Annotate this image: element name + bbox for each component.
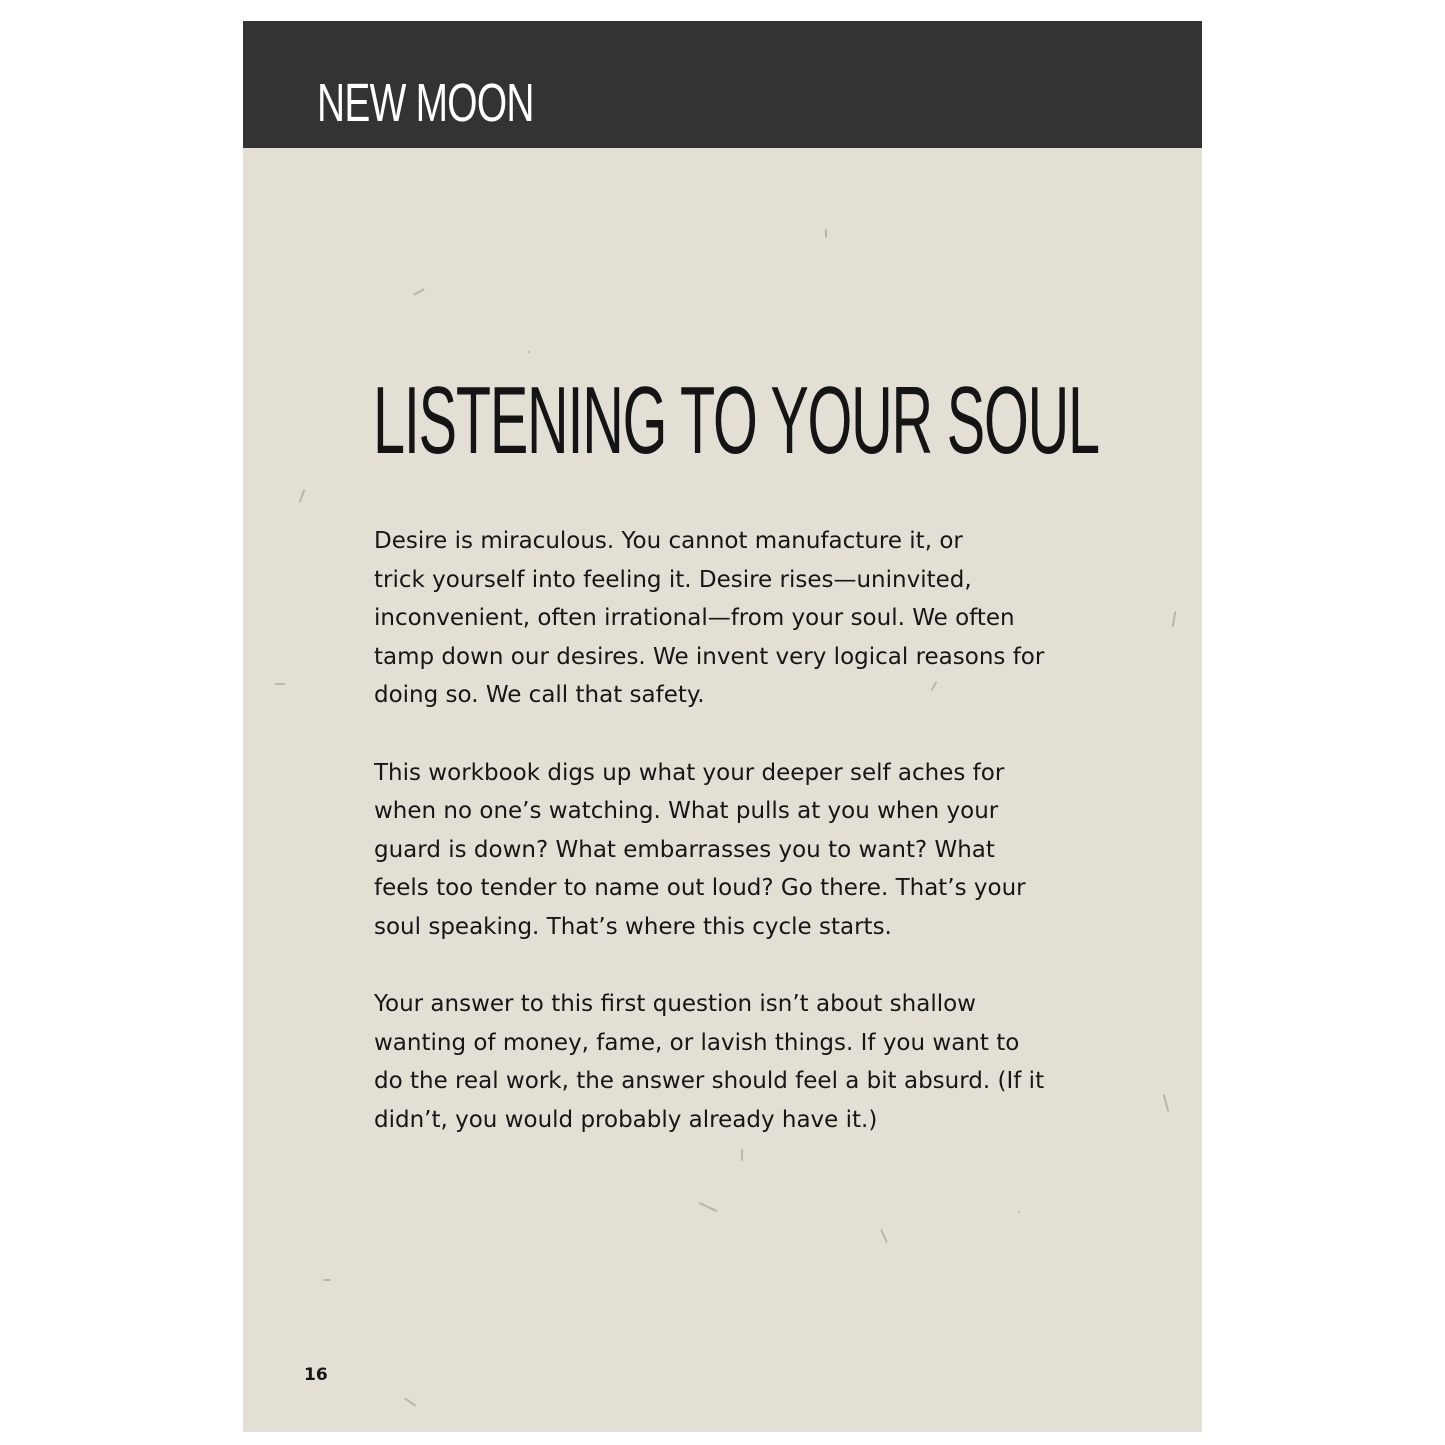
text-line: trick yourself into feeling it. Desire rises—uninvited, <box>374 566 972 593</box>
text-line: doing so. We call that safety. <box>374 682 705 709</box>
text-line: inconvenient, often irrational—from your soul. We often <box>374 605 1015 632</box>
text-line: feels too tender to name out loud? Go there. That’s your <box>374 875 1026 902</box>
text-line: do the real work, the answer should feel a bit absurd. (If it <box>374 1068 1045 1095</box>
text-line: didn’t, you would probably already have it.) <box>374 1106 878 1133</box>
paragraph <box>374 985 1124 1139</box>
paper-fiber <box>299 489 306 503</box>
paper-fiber <box>1163 1094 1170 1112</box>
body-text <box>374 522 1124 1178</box>
page-number: 16 <box>304 1365 328 1385</box>
text-line: tamp down our desires. We invent very logical reasons for <box>374 643 1045 670</box>
paragraph <box>374 522 1124 715</box>
text-line: Desire is miraculous. You cannot manufacture it, or <box>374 528 963 554</box>
paper-fiber <box>275 683 285 685</box>
paper-fiber <box>1018 1211 1020 1213</box>
text-line: Your answer to this first question isn’t about shallow <box>374 991 976 1018</box>
section-label: NEW MOON <box>317 73 534 133</box>
paper-fiber <box>699 1202 718 1212</box>
workbook-page <box>243 21 1202 1432</box>
text-line: when no one’s watching. What pulls at you when your <box>374 798 999 825</box>
header-band <box>243 21 1202 148</box>
text-line: guard is down? What embarrasses you to want? What <box>374 836 995 863</box>
paper-fiber <box>1172 611 1177 627</box>
paper-fiber <box>323 1279 331 1281</box>
paragraph <box>374 754 1124 947</box>
page-title: LISTENING TO YOUR SOUL <box>373 367 1099 474</box>
paper-fiber <box>404 1397 417 1407</box>
text-line: wanting of money, fame, or lavish things. If you want to <box>374 1029 1020 1056</box>
paper-fiber <box>528 351 530 353</box>
paper-fiber <box>413 288 424 296</box>
paper-fiber <box>880 1229 888 1243</box>
paper-fiber <box>825 229 827 238</box>
text-line: This workbook digs up what your deeper self aches for <box>374 759 1005 786</box>
text-line: soul speaking. That’s where this cycle starts. <box>374 913 892 940</box>
